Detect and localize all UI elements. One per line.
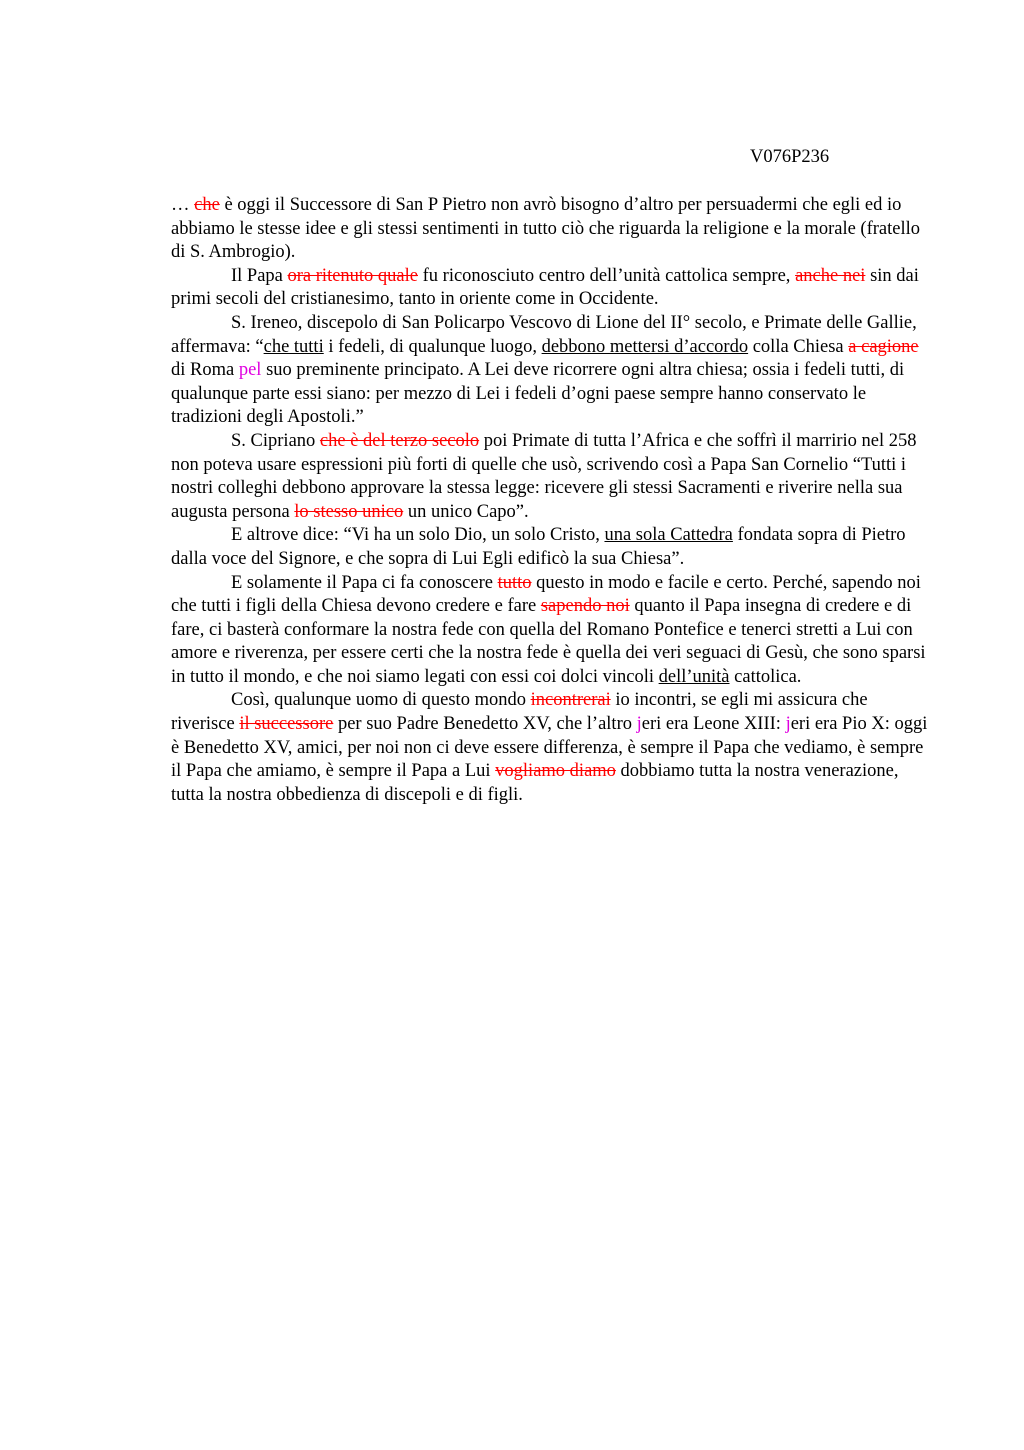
page-identifier: V076P236: [750, 147, 830, 167]
inserted-text: pel: [238, 360, 262, 381]
text-run: è oggi il Successore di San P Pietro non avrò bisogno d’altro per persuadermi che egli ed io abbiamo le stesse idee e gli stessi sentimenti in tutto ciò che riguarda la religione e la morale (fratello di S. Ambrogio).: [171, 195, 920, 263]
text-run: colla Chiesa: [748, 336, 849, 357]
text-run: E solamente il Papa ci fa conoscere: [231, 572, 498, 593]
text-run: quanto il Papa insegna di credere e di fare, ci basterà conformare la nostra fede con quella del Romano Pontefice e tenerci stretti a Lui con amore e riverenza, per essere certi che la nostra fede è quella dei veri seguaci di Gesù, che sono sparsi in tutto il mondo, e che noi siamo legati con essi coi dolci vincoli: [171, 596, 926, 687]
text-run: E altrove dice: “Vi ha un solo Dio, un solo Cristo,: [231, 525, 605, 546]
text-run: S. Ireneo, discepolo di San Policarpo Vescovo di Lione del II° secolo, e Primate delle Gallie, affermava: “: [171, 312, 917, 357]
document-body: [171, 194, 931, 807]
deleted-text: lo stesso unico: [294, 501, 404, 522]
deleted-text: che è del terzo secolo: [319, 430, 480, 451]
paragraph: [171, 265, 931, 312]
deleted-text: anche nei: [795, 265, 866, 286]
paragraph: [171, 572, 931, 690]
text-run: Così, qualunque uomo di questo mondo: [231, 690, 531, 711]
inserted-text: j: [785, 714, 791, 735]
text-run: fu riconosciuto centro dell’unità cattolica sempre,: [418, 265, 796, 286]
inserted-text: j: [636, 714, 642, 735]
paragraph: [171, 689, 931, 807]
text-run: sin dai primi secoli del cristianesimo, tanto in oriente come in Occidente.: [171, 265, 919, 310]
deleted-text: tutto: [497, 572, 532, 593]
paragraph: [171, 194, 931, 265]
text-run: …: [171, 195, 195, 215]
underlined-text: una sola Cattedra: [604, 525, 733, 546]
text-run: eri era Pio X: oggi è Benedetto XV, amici, per noi non ci deve essere differenza, è sempre il Papa che vediamo, è sempre il Papa che amiamo, è sempre il Papa a Lui: [171, 714, 928, 782]
text-run: suo preminente principato. A Lei deve ricorrere ogni altra chiesa; ossia i fedeli tutti, di qualunque parte essi siano: per mezzo di Lei i fedeli d’ogni paese sempre hanno conservato le tradizioni degli Apostoli.”: [171, 360, 905, 428]
deleted-text: ora ritenuto quale: [287, 265, 418, 286]
text-run: poi Primate di tutta l’Africa e che soffrì il marririo nel 258 non poteva usare espressioni più forti di quelle che usò, scrivendo così a Papa San Cornelio “Tutti i nostri colleghi debbono approvare la stessa legge: ricevere gli stessi Sacramenti e riverire nella sua augusta persona: [171, 430, 917, 522]
text-run: Il Papa: [231, 265, 288, 286]
text-run: fondata sopra di Pietro dalla voce del Signore, e che sopra di Lui Egli edificò la sua Chiesa”.: [171, 525, 906, 569]
underlined-text: che tutti: [263, 336, 324, 357]
underlined-text: debbono mettersi d’accordo: [541, 336, 749, 357]
paragraph: [171, 524, 931, 571]
text-run: per suo Padre Benedetto XV, che l’altro: [333, 714, 637, 735]
deleted-text: vogliamo diamo: [495, 761, 616, 782]
underlined-text: dell’unità: [658, 666, 730, 687]
text-run: i fedeli, di qualunque luogo,: [323, 336, 542, 357]
text-run: un unico Capo”.: [403, 501, 529, 522]
text-run: eri era Leone XIII:: [641, 714, 786, 735]
text-run: io incontri, se egli mi assicura che riverisce: [171, 690, 868, 735]
text-run: di Roma: [171, 360, 239, 381]
text-run: questo in modo e facile e certo. Perché, sapendo noi che tutti i figli della Chiesa devono credere e fare: [171, 572, 921, 617]
paragraph: [171, 312, 931, 430]
deleted-text: incontrerai: [530, 690, 611, 711]
deleted-text: il successore: [239, 714, 334, 735]
text-run: S. Cipriano: [231, 430, 320, 451]
deleted-text: che: [194, 195, 220, 215]
paragraph: [171, 430, 931, 524]
text-run: cattolica.: [729, 666, 802, 687]
deleted-text: a cagione: [848, 336, 919, 357]
deleted-text: sapendo noi: [540, 596, 630, 617]
text-run: dobbiamo tutta la nostra venerazione, tutta la nostra obbedienza di discepoli e di figli.: [171, 761, 899, 805]
